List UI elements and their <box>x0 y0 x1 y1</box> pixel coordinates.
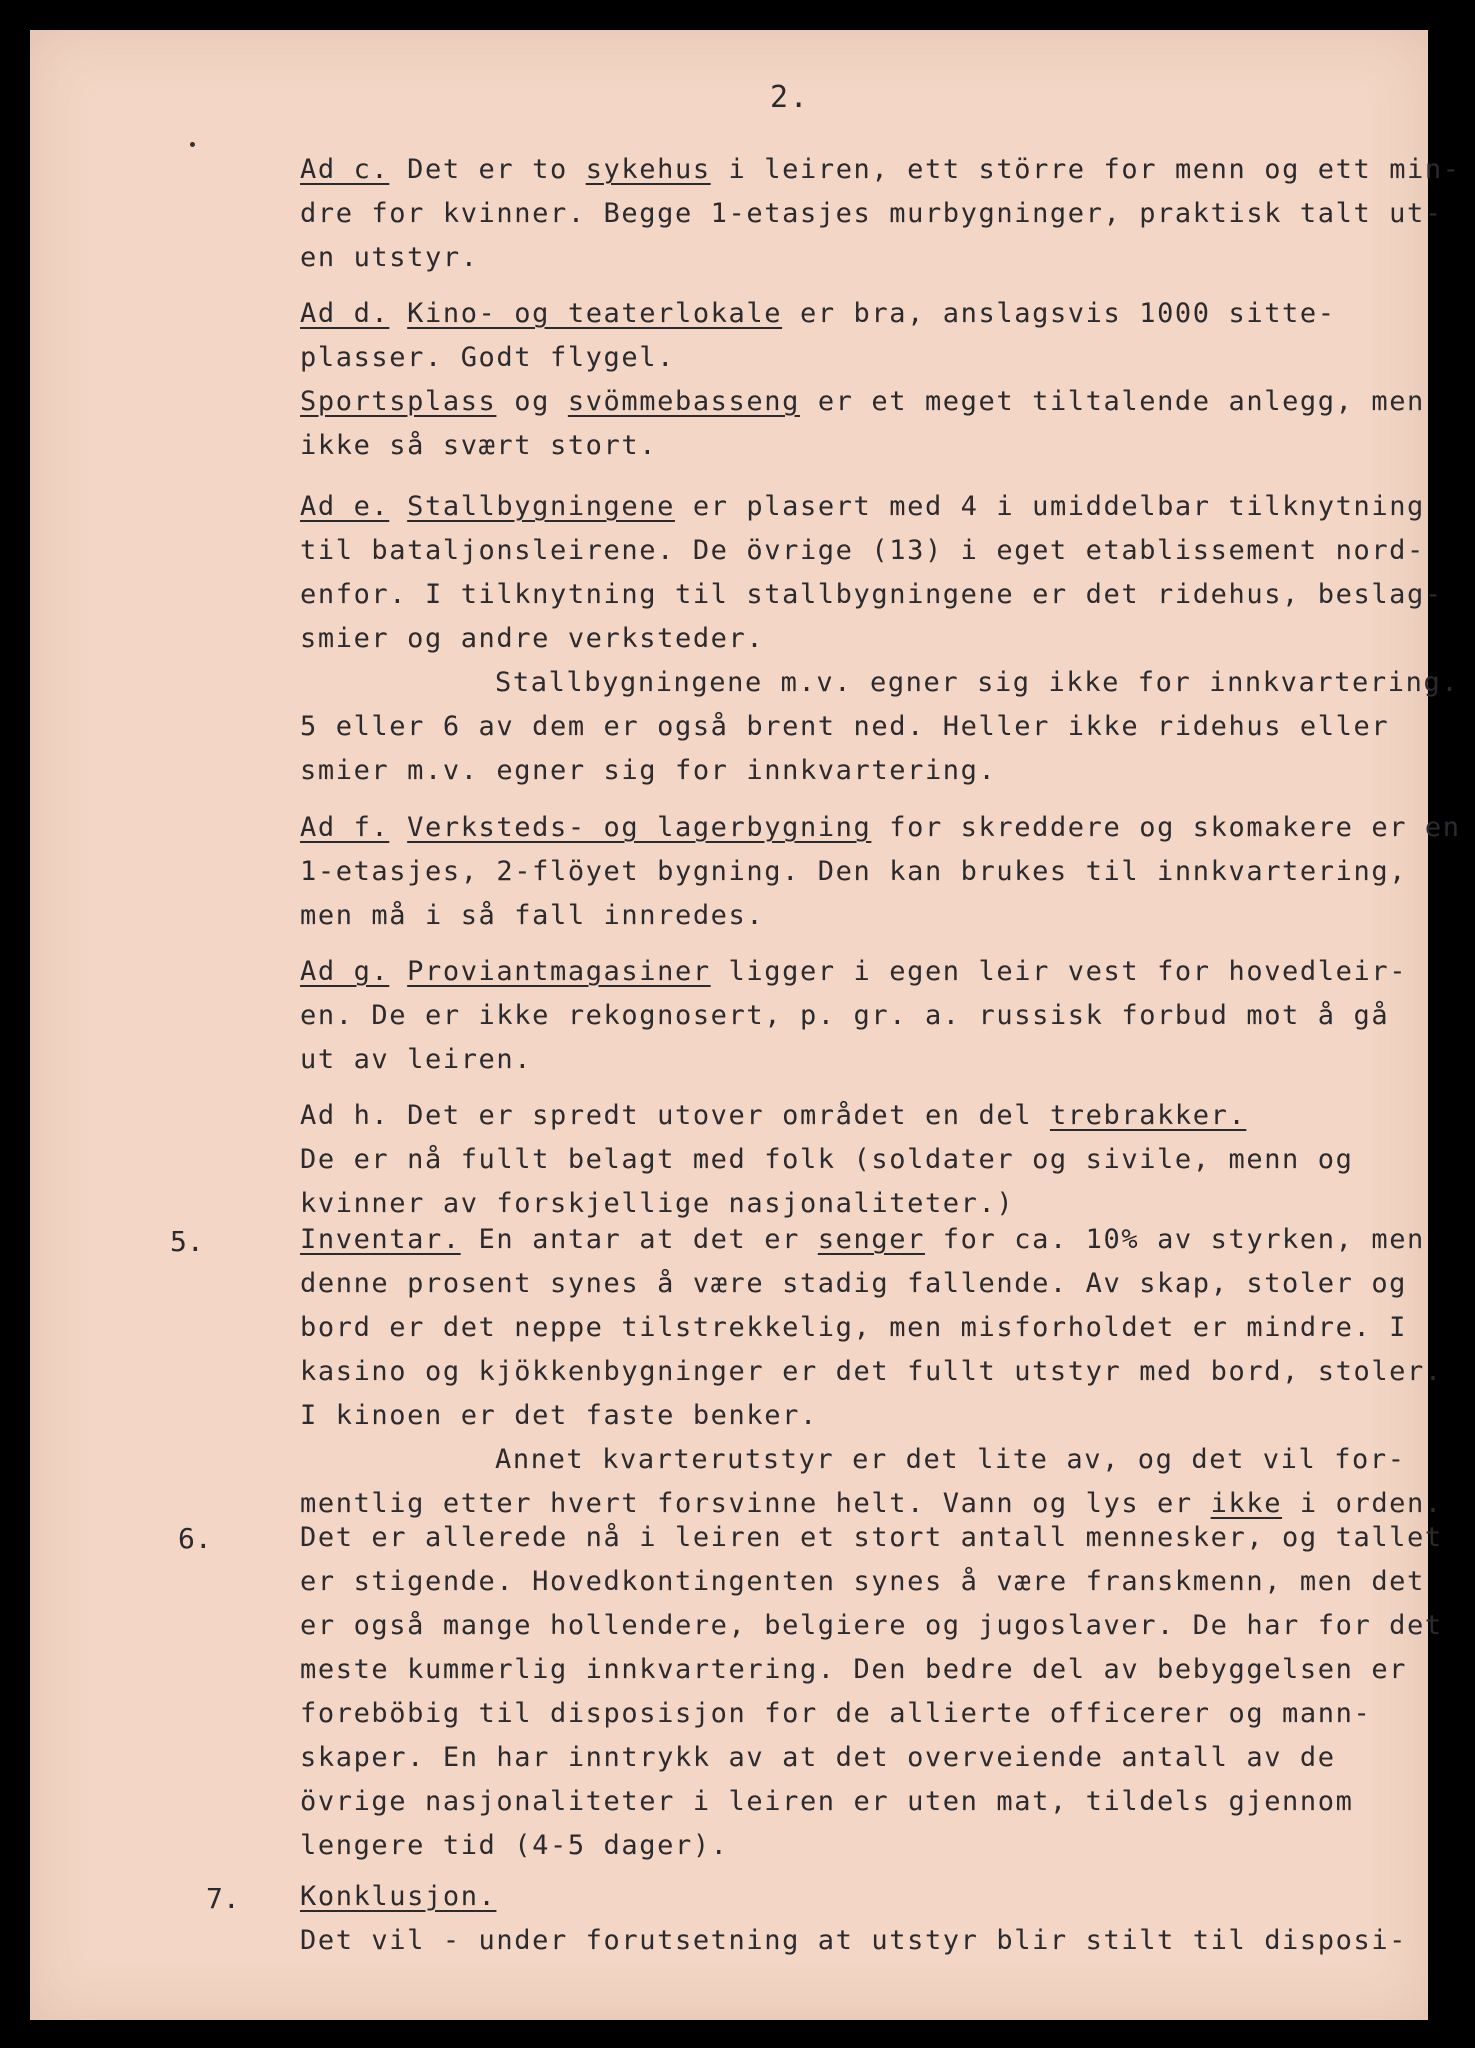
paragraph-konklusjon: Konklusjon. Det vil - under forutsetning at utstyr blir stilt til disposi- <box>300 1881 1408 1956</box>
label-ad-f: Ad f. <box>300 812 390 843</box>
label-ad-d: Ad d. <box>300 298 390 329</box>
document-page <box>30 30 1461 2020</box>
label-ad-h: Ad h. <box>300 1100 390 1131</box>
label-ad-e: Ad e. <box>300 491 390 522</box>
page-number: 2. <box>770 80 810 115</box>
label-ad-g: Ad g. <box>300 956 390 987</box>
section-number-7: 7. <box>206 1882 240 1915</box>
paragraph-ad-g: Ad g. Proviantmagasiner ligger i egen leir vest for hovedleir- en. De er ikke rekognosert, p. gr. a. russisk forbud mot å gå ut av leiren. <box>300 956 1408 1075</box>
margin-mark <box>190 142 195 147</box>
paragraph-ad-f: Ad f. Verksteds- og lagerbygning for skreddere og skomakere er en 1-etasjes, 2-flöyet bygning. Den kan brukes til innkvartering, men må i så fall innredes. <box>300 812 1461 931</box>
paragraph-ad-d: Ad d. Kino- og teaterlokale er bra, anslagsvis 1000 sitte- plasser. Godt flygel. Sportsplass og svömmebasseng er et meget tiltalende anlegg, men ikke så svært stort. <box>300 298 1425 461</box>
label-ad-c: Ad c. <box>300 154 390 185</box>
section-number-5: 5. <box>170 1225 204 1258</box>
paragraph-inventar: Inventar. En antar at det er senger for ca. 10% av styrken, men denne prosent synes å være stadig fallende. Av skap, stoler og bord er det neppe tilstrekkelig, men misforholdet er mindre. I kasino og kjökkenbygninger er det fullt utstyr med bord, stoler. I kinoen er det faste benker. Annet kvarterutstyr er det lite av, og det vil for- mentlig etter hvert forsvinne helt. Vann og lys er ikke i orden. <box>300 1224 1443 1519</box>
label-konklusjon: Konklusjon. <box>300 1881 497 1912</box>
paragraph-ad-e: Ad e. Stallbygningene er plasert med 4 i umiddelbar tilknytning til bataljonsleirene. De övrige (13) i eget etablissement nord- enfor. I tilknytning til stallbygningene er det ridehus, beslag- smier og andre verksteder. Stallbygningene m.v. egner sig ikke for innkvartering. 5 eller 6 av dem er også brent ned. Heller ikke ridehus eller smier m.v. egner sig for innkvartering. <box>300 491 1460 786</box>
paragraph-6: Det er allerede nå i leiren et stort antall mennesker, og tallet er stigende. Hovedkontingenten synes å være franskmenn, men det er også mange hollendere, belgiere og jugoslaver. De har for det meste kummerlig innkvartering. Den bedre del av bebyggelsen er foreböbig til disposisjon for de allierte officerer og mann- skaper. En har inntrykk av at det overveiende antall av de övrige nasjonaliteter i leiren er uten mat, tildels gjennom lengere tid (4-5 dager). <box>300 1522 1443 1861</box>
paragraph-ad-c: Ad c. Det er to sykehus i leiren, ett större for menn og ett min- dre for kvinner. Begge 1-etasjes murbygninger, praktisk talt ut- en utstyr. <box>300 154 1461 273</box>
paragraph-ad-h: Ad h. Det er spredt utover området en del trebrakker. De er nå fullt belagt med folk (soldater og sivile, menn og kvinner av forskjellige nasjonaliteter.) <box>300 1100 1354 1219</box>
label-inventar: Inventar. <box>300 1224 461 1255</box>
section-number-6: 6. <box>178 1522 212 1555</box>
